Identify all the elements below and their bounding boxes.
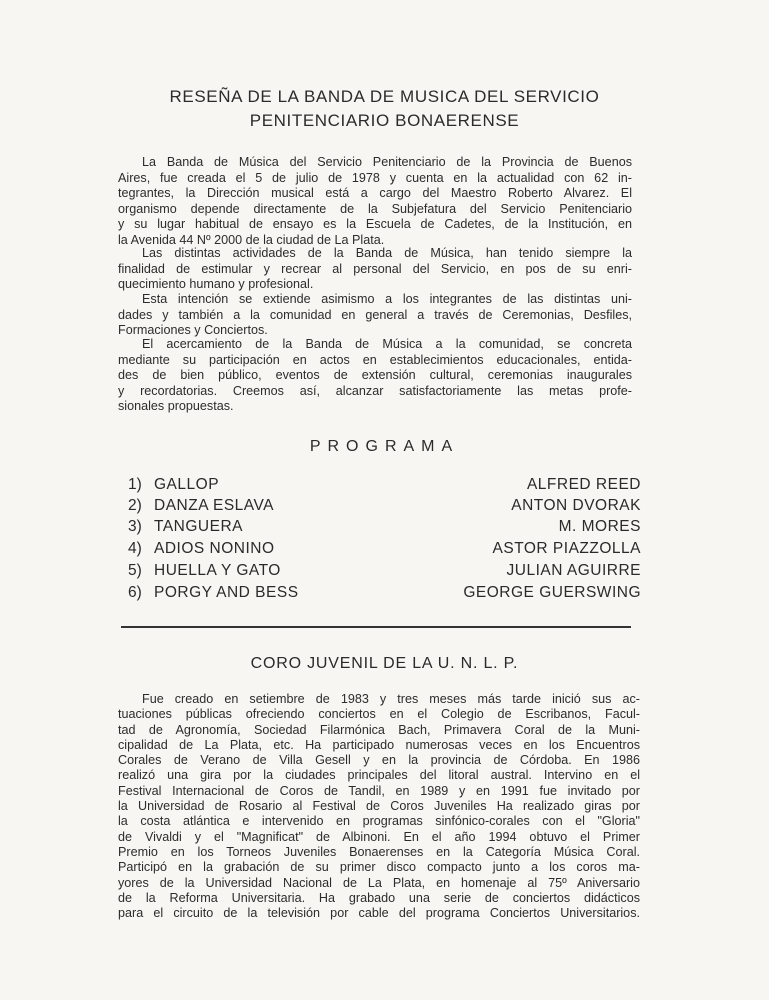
text-line: Premio en los Torneos Juveniles Bonaerenses en la Categoría Música Coral.: [118, 844, 640, 859]
text-line: tuaciones públicas ofreciendo conciertos en el Colegio de Escribanos, Facul-: [118, 707, 640, 722]
text-line: la costa atlántica e intervenido en programas sinfónico-corales con el "Gloria": [118, 814, 640, 829]
text-line: la Universidad de Rosario al Festival de Coros Juveniles Ha realizado giras por: [118, 799, 640, 814]
page-title-line1: RESEÑA DE LA BANDA DE MUSICA DEL SERVICIO: [169, 87, 600, 106]
program-item-title: ADIOS NONINO: [154, 540, 275, 557]
text-line: realizó una gira por la ciudades principales del litoral austral. Intervino en el: [118, 768, 640, 783]
program-item-number: 6): [128, 584, 142, 601]
program-item-composer: GEORGE GUERSWING: [463, 584, 641, 601]
program-item-composer: M. MORES: [558, 518, 641, 535]
program-item-composer: ASTOR PIAZZOLLA: [492, 540, 641, 557]
program-item-title: PORGY AND BESS: [154, 584, 299, 601]
text-line: Las distintas actividades de la Banda de Música, han tenido siempre la: [142, 246, 632, 260]
program-item: [128, 584, 641, 606]
intro-paragraph-3: [118, 292, 632, 339]
text-line: Festival Internacional de Coros de Tandil, en 1989 y en 1991 fue invitado por: [118, 783, 640, 798]
coro-paragraph: [118, 692, 640, 921]
text-line: Fue creado en setiembre de 1983 y tres meses más tarde inició sus ac-: [142, 692, 640, 706]
program-item-title: TANGUERA: [154, 518, 243, 535]
text-line: des de bien público, eventos de extensión cultural, ceremonias inaugurales: [118, 368, 632, 383]
program-item-number: 3): [128, 518, 142, 535]
program-item-composer: ALFRED REED: [526, 476, 641, 493]
text-line: Participó en la grabación de su primer disco compacto junto a los coros ma-: [118, 860, 640, 875]
program-item-title: GALLOP: [154, 476, 220, 493]
page-title-line2: PENITENCIARIO BONAERENSE: [249, 111, 520, 130]
text-line: Formaciones y Conciertos.: [118, 323, 268, 338]
text-line: Corales de Verano de Villa Gesell y en la provincia de Córdoba. En 1986: [118, 753, 640, 768]
program-item-number: 1): [128, 476, 142, 493]
text-line: Esta intención se extiende asimismo a los integrantes de las distintas uni-: [142, 292, 632, 306]
text-line: La Banda de Música del Servicio Penitenciario de la Provincia de Buenos: [142, 155, 632, 169]
text-line: Aires, fue creada el 5 de julio de 1978 y cuenta en la actualidad con 62 in-: [118, 170, 632, 185]
program-item-number: 5): [128, 562, 142, 579]
intro-paragraph-2: [118, 246, 632, 293]
intro-paragraph-1: [118, 155, 632, 249]
text-line: y su lugar habitual de ensayo es la Escuela de Cadetes, de la Institución, en: [118, 217, 632, 232]
text-line: yores de la Universidad Nacional de La Plata, en homenaje al 75º Aniversario: [118, 875, 640, 890]
program-item: [128, 497, 641, 519]
intro-paragraph-4: [118, 337, 632, 415]
text-line: mediante su participación en actos en establecimientos educacionales, entida-: [118, 352, 632, 367]
program-item: [128, 540, 641, 562]
program-item-composer: JULIAN AGUIRRE: [506, 562, 641, 579]
text-line: la Avenida 44 Nº 2000 de la ciudad de La Plata.: [118, 232, 385, 247]
text-line: tegrantes, la Dirección musical está a cargo del Maestro Roberto Alvarez. El: [118, 186, 632, 201]
program-item-title: HUELLA Y GATO: [154, 562, 281, 579]
program-item-number: 2): [128, 497, 142, 514]
text-line: tad de Agronomía, Sociedad Filarmónica Bach, Primavera Coral de la Muni-: [118, 722, 640, 737]
text-line: para el circuito de la televisión por cable del programa Conciertos Universitarios.: [118, 906, 640, 921]
text-line: de Vivaldi y el "Magnificat" de Albinoni. En el año 1994 obtuvo el Primer: [118, 829, 640, 844]
text-line: sionales propuestas.: [118, 399, 234, 414]
text-line: finalidad de estimular y recrear al personal del Servicio, en pos de su enri-: [118, 261, 632, 276]
program-item: [128, 562, 641, 584]
text-line: de la Reforma Universitaria. Ha grabado una serie de conciertos didácticos: [118, 890, 640, 905]
text-line: El acercamiento de la Banda de Música a la comunidad, se concreta: [142, 337, 632, 351]
coro-title: CORO JUVENIL DE LA U. N. L. P.: [250, 655, 519, 672]
program-item: [128, 518, 641, 540]
program-item: [128, 476, 641, 498]
program-item-number: 4): [128, 540, 142, 557]
text-line: dades y también a la comunidad en general a través de Ceremonias, Desfiles,: [118, 307, 632, 322]
text-line: quecimiento humano y profesional.: [118, 277, 314, 292]
program-heading: PROGRAMA: [309, 438, 460, 455]
text-line: y recordatorias. Creemos así, alcanzar satisfactoriamente las metas profe-: [118, 383, 632, 398]
text-line: organismo depende directamente de la Subjefatura del Servicio Penitenciario: [118, 201, 632, 216]
section-divider: [121, 626, 631, 628]
text-line: cipalidad de La Plata, etc. Ha participado numerosas veces en los Encuentros: [118, 737, 640, 752]
program-item-title: DANZA ESLAVA: [154, 497, 274, 514]
program-item-composer: ANTON DVORAK: [511, 497, 641, 514]
